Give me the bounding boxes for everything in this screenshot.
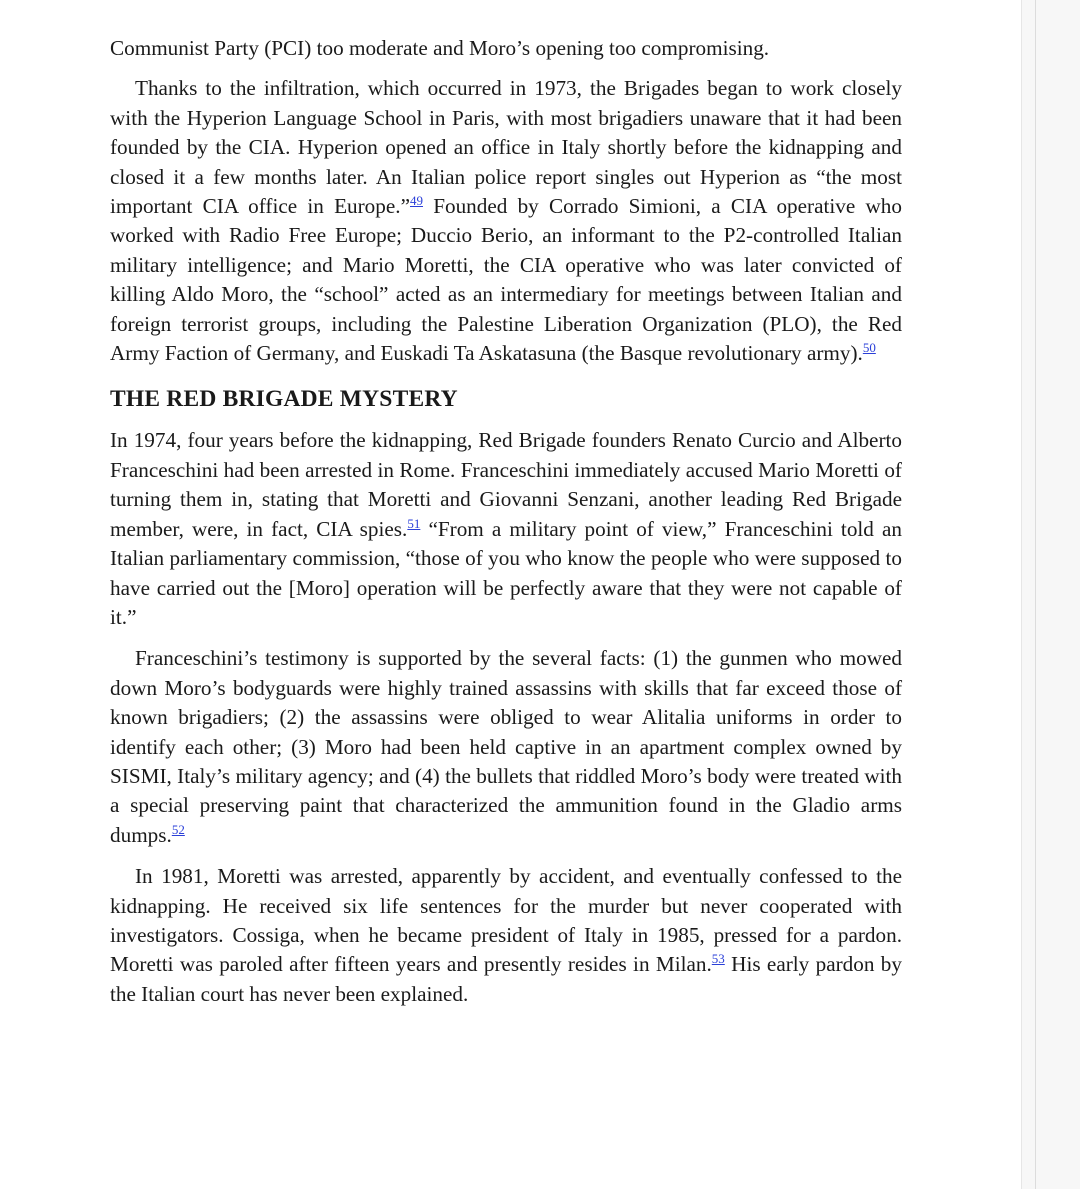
paragraph-text: In 1974, four years before the kidnapping, Red Brigade founders Renato Curcio and Alberto Franceschini had been arrested in Rome. Franceschini immediately accused Mario Moretti of turning them in, stating that Moretti and Giovanni Senzani, another leading Red Brigade member, were, in fact, CIA spies. — [110, 428, 902, 541]
paragraph-text: Franceschini’s testimony is supported by the several facts: (1) the gunmen who mowed down Moro’s bodyguards were highly trained assassins with skills that far exceed those of known brigadiers; (2) the assassins were obliged to wear Alitalia uniforms in order to identify each other; (3) Moro had been held captive in an apartment complex owned by SISMI, Italy’s military agency; and (4) the bullets that riddled Moro’s body were treated with a special preserving paint that characterized the ammunition found in the Gladio arms dumps. — [110, 646, 902, 847]
paragraph-text: “From a military point of view,” Franceschini told an Italian parliamentary commission, “those of you who know the people who were supposed to have carried out the [Moro] operation will be perfectly aware that they were not capable of it.” — [110, 516, 902, 629]
paragraph-text: Founded by Corrado Simioni, a CIA operative who worked with Radio Free Europe; Duccio Berio, an informant to the P2-controlled Italian military intelligence; and Mario Moretti, the CIA operative who was later convicted of killing Aldo Moro, the “school” acted as an intermediary for meetings between Italian and foreign terrorist groups, including the Palestine Liberation Organization (PLO), the Red Army Faction of Germany, and Euskadi Ta Askatasuna (the Basque revolutionary army). — [110, 194, 902, 366]
footnote-link-52[interactable]: 52 — [171, 821, 185, 837]
paragraph-continuation — [110, 34, 902, 63]
footnote-link-51[interactable]: 51 — [407, 515, 421, 531]
footnote-link-50[interactable]: 50 — [862, 340, 876, 355]
page-edge-panel — [1021, 0, 1080, 1189]
page-edge-divider — [1035, 0, 1036, 1189]
paragraph-text: Communist Party (PCI) too moderate and Moro’s opening too compromising. — [110, 36, 770, 60]
footnote-link-49[interactable]: 49 — [409, 192, 423, 208]
paragraph-text: Thanks to the infiltration, which occurred in 1973, the Brigades began to work closely with the Hyperion Language School in Paris, with most brigadiers unaware that it had been founded by the CIA. Hyperion opened an office in Italy shortly before the kidnapping and closed it a few months later. An Italian police report singles out Hyperion as “the most important CIA office in Europe.” — [110, 76, 902, 219]
footnote-link-53[interactable]: 53 — [711, 951, 725, 967]
paragraph-franceschini-arrest — [110, 426, 902, 632]
paragraph-text: In 1981, Moretti was arrested, apparently by accident, and eventually confessed to the kidnapping. He received six life sentences for the murder but never cooperated with investigators. Cossiga, when he became president of Italy in 1985, pressed for a pardon. Moretti was paroled after fifteen years and presently resides in Milan. — [110, 864, 902, 977]
paragraph-testimony-facts — [110, 644, 902, 850]
paragraph-hyperion — [110, 74, 902, 368]
document-page — [110, 34, 902, 1009]
paragraph-text: His early pardon by the Italian court has never been explained. — [110, 952, 902, 1006]
section-heading: THE RED BRIGADE MYSTERY — [110, 386, 458, 413]
paragraph-moretti-arrest — [110, 862, 902, 1009]
